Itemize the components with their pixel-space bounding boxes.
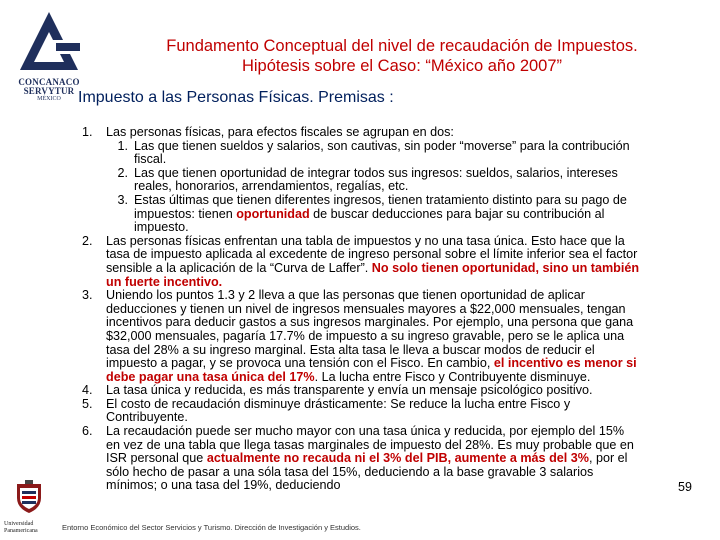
item-text: La recaudación puede ser mucho mayor con una tasa única y reducida, por ejemplo del 15% en vez de una tabla que llega tasas marginales de impuesto del 28%. Es muy probable que en ISR personal que actualmente no recauda ni el 3% del PIB, aumente a más del 3%, por el sólo hecho de pasar a una sóla tasa del 15%, deduciendo a la base gravable 3 salarios mínimos; o una tasa del 19%, deduciendo: [106, 424, 634, 493]
sub-item-text: Las que tienen oportunidad de integrar todos sus ingresos: sueldos, salarios, intereses reales, honorarios, arrendamientos, regalías, etc.: [134, 165, 618, 194]
sub-item-number: 1.: [117, 138, 128, 153]
list-item: [70, 425, 640, 493]
page-number: 59: [678, 480, 692, 494]
premises-list: [70, 126, 640, 493]
item-text: El costo de recaudación disminuye drásticamente: Se reduce la lucha entre Fisco y Contribuyente.: [106, 396, 571, 425]
highlight-text: actualmente no recauda ni el 3% del PIB, aumente a más del 3%: [206, 451, 589, 466]
sub-list-item: [106, 194, 640, 235]
concanaco-logo: [8, 10, 90, 102]
sub-list-item: [106, 167, 640, 194]
highlight-text: el incentivo es menor si debe pagar una tasa única del 17%: [106, 356, 637, 384]
sub-item-number: 2.: [117, 165, 128, 180]
university-name: Universidad Panamericana: [4, 521, 38, 534]
list-item: [70, 398, 640, 425]
university-crest: [14, 480, 44, 514]
title-line-1: Fundamento Conceptual del nivel de recaudación de Impuestos.: [166, 37, 638, 55]
list-item: [70, 289, 640, 384]
item-text: Las personas físicas, para efectos fiscales se agrupan en dos:: [106, 125, 454, 139]
item-number: 3.: [82, 288, 93, 303]
sub-item-number: 3.: [117, 192, 128, 207]
concanaco-emblem-icon: [18, 10, 80, 72]
item-text: La tasa única y reducida, es más transparente y envía un mensaje psicológico positivo.: [106, 383, 593, 398]
item-number: 5.: [82, 396, 93, 411]
title-line-2: Hipótesis sobre el Caso: “México año 2007”: [241, 57, 563, 75]
item-number: 2.: [82, 233, 93, 248]
logo-sub: MÉXICO: [37, 96, 61, 102]
logo-name: CONCANACO SERVYTUR: [18, 77, 80, 96]
item-number: 1.: [82, 125, 93, 139]
university-crest-icon: [14, 480, 44, 514]
list-item: [70, 384, 640, 398]
highlight-text: No solo tienen oportunidad, sino un también un fuerte incentivo.: [106, 260, 640, 289]
sub-item-text: Las que tienen sueldos y salarios, son cautivas, sin poder “moverse” para la contribución fiscal.: [134, 138, 630, 167]
section-heading: Impuesto a las Personas Físicas. Premisas :: [78, 89, 394, 106]
footer-text: Entorno Económico del Sector Servicios y Turismo. Dirección de Investigación y Estudios.: [62, 523, 361, 532]
list-item: [70, 126, 640, 235]
item-text: Uniendo los puntos 1.3 y 2 lleva a que las personas que tienen oportunidad de aplicar deducciones y tienen un nivel de ingresos mensuales mayores a $22,000 mensuales, tengan incentivos para deducir gastos a sus ingresos marginales. Por ejemplo, una persona que gana $32,000 mensuales, pagaría 17.7% de impuesto a su ingreso gravable, pero se le aplica una tasa del 28% a su ingreso marginal. Esta alta tasa le lleva a buscar modos de reducir el impuesto a pagar, y se provoca una tensión con el Fisco. En cambio, el incentivo es menor si debe pagar una tasa única del 17%. La lucha entre Fisco y Contribuyente disminuye.: [106, 288, 637, 384]
list-item: [70, 235, 640, 289]
slide-title: [92, 36, 712, 76]
sub-item-text: Estas últimas que tienen diferentes ingresos, tienen tratamiento distinto para su pago de impuestos: tienen oportunidad de buscar deducciones para bajar su contribución al impuesto.: [134, 192, 627, 235]
sub-list-item: [106, 140, 640, 167]
item-number: 6.: [82, 424, 93, 439]
highlight-text: oportunidad: [236, 206, 310, 221]
item-number: 4.: [82, 383, 93, 398]
item-text: Las personas físicas enfrentan una tabla de impuestos y no una tasa única. Esto hace que la tasa de impuesto aplicada al excedente de ingreso personal sobre el límite inferior sea el factor sensible a la aplicación de la “Curva de Laffer”. No solo tienen oportunidad, sino un también un fuerte incentivo.: [106, 233, 640, 289]
